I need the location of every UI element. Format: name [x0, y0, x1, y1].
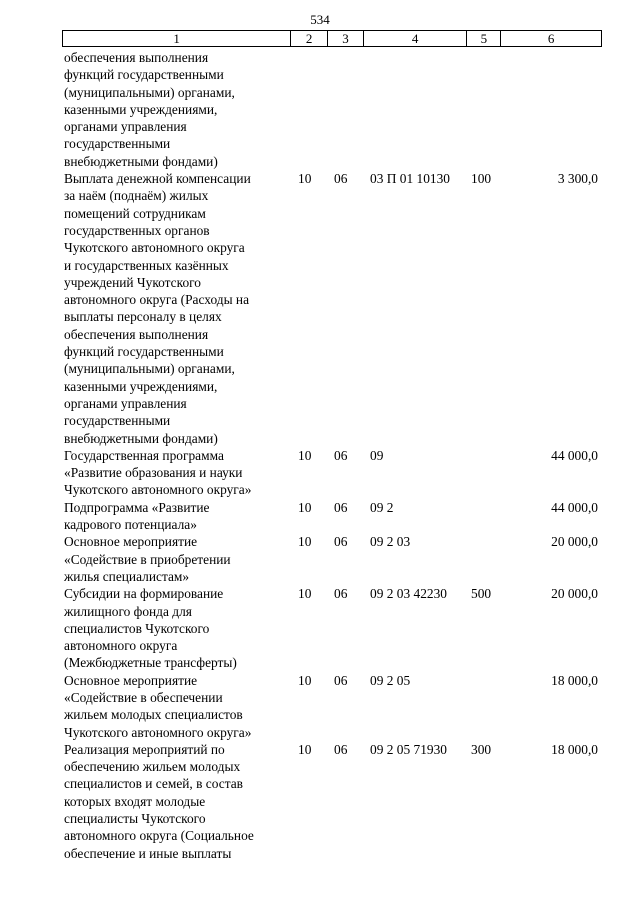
- table-body: [62, 49, 602, 862]
- row-amount: 18 000,0: [551, 741, 598, 757]
- row-amount: 20 000,0: [551, 534, 598, 550]
- header-cell-3: 3: [327, 31, 363, 46]
- row-expense-type: [467, 49, 501, 170]
- row-target-code: 09 2: [370, 499, 394, 515]
- table-row: [62, 447, 602, 499]
- table-row: [62, 533, 602, 585]
- row-name: Субсидии на формирование жилищного фонда для специалистов Чукотского автономного округа (Межбюджетные трансферты): [64, 586, 237, 671]
- row-amount: 18 000,0: [551, 672, 598, 688]
- row-target-code: 09: [370, 447, 384, 463]
- row-subsection: 06: [334, 534, 348, 550]
- row-expense-type: [467, 533, 501, 585]
- row-amount: 20 000,0: [551, 586, 598, 602]
- row-amount: [501, 49, 602, 170]
- row-name: обеспечения выполнения функций государственными (муниципальными) органами, казенными учреждениями, органами управления государственными внебюджетными фондами): [64, 50, 235, 169]
- row-subsection: 06: [334, 741, 348, 757]
- row-name: Подпрограмма «Развитие кадрового потенциала»: [64, 499, 210, 533]
- header-cell-4: 4: [363, 31, 467, 46]
- row-subsection: 06: [334, 586, 348, 602]
- row-expense-type: 500: [471, 586, 492, 602]
- row-section: [290, 49, 327, 170]
- row-name: Реализация мероприятий по обеспечению жильем молодых специалистов и семей, в состав которых входят молодые специалисты Чукотского автономного округа (Социальное обеспечение и иные выплаты: [64, 741, 254, 861]
- header-cell-6: 6: [500, 31, 601, 46]
- header-cell-5: 5: [466, 31, 500, 46]
- row-expense-type: [467, 499, 501, 534]
- table-row: [62, 499, 602, 534]
- row-section: 10: [298, 499, 312, 515]
- row-section: 10: [298, 586, 312, 602]
- page-number: 534: [310, 12, 330, 27]
- row-expense-type: [467, 447, 501, 499]
- header-cell-1: 1: [173, 31, 180, 46]
- row-name: Основное мероприятие «Содействие в приобретении жилья специалистам»: [64, 534, 231, 584]
- row-target-code: 03 П 01 10130: [370, 171, 450, 187]
- table-header: [62, 30, 602, 47]
- row-section: 10: [298, 672, 312, 688]
- row-subsection: 06: [334, 672, 348, 688]
- table-row: [62, 585, 602, 671]
- header-cell-2: 2: [290, 31, 327, 46]
- row-expense-type: 100: [471, 171, 492, 187]
- row-expense-type: 300: [471, 741, 492, 757]
- row-name: Выплата денежной компенсации за наём (поднаём) жилых помещений сотрудникам государственных органов Чукотского автономного округа и государственных казённых учреждений Чукотского автономного округа (Расходы на выплаты персоналу в целях обеспечения выполнения функций государственными (муниципальными) органами, казенными учреждениями, органами управления государственными внебюджетными фондами): [64, 171, 251, 446]
- row-target-code: 09 2 05 71930: [370, 741, 447, 757]
- row-subsection: 06: [334, 447, 348, 463]
- table-row: [62, 170, 602, 447]
- row-section: 10: [298, 171, 312, 187]
- row-target-code: 09 2 03 42230: [370, 586, 447, 602]
- table-row: [62, 672, 602, 741]
- row-amount: 3 300,0: [557, 171, 598, 187]
- row-section: 10: [298, 447, 312, 463]
- table-row: [62, 49, 602, 170]
- row-target-code: 09 2 03: [370, 534, 411, 550]
- row-section: 10: [298, 741, 312, 757]
- row-expense-type: [467, 672, 501, 741]
- row-target-code: 09 2 05: [370, 672, 411, 688]
- row-amount: 44 000,0: [551, 447, 598, 463]
- table-row: [62, 741, 602, 862]
- row-target-code: [363, 49, 467, 170]
- row-amount: 44 000,0: [551, 499, 598, 515]
- row-subsection: 06: [334, 171, 348, 187]
- row-name: Основное мероприятие «Содействие в обеспечении жильем молодых специалистов Чукотского автономного округа»: [64, 672, 252, 740]
- row-subsection: [327, 49, 363, 170]
- row-subsection: 06: [334, 499, 348, 515]
- row-section: 10: [298, 534, 312, 550]
- row-name: Государственная программа «Развитие образования и науки Чукотского автономного округа»: [64, 447, 252, 498]
